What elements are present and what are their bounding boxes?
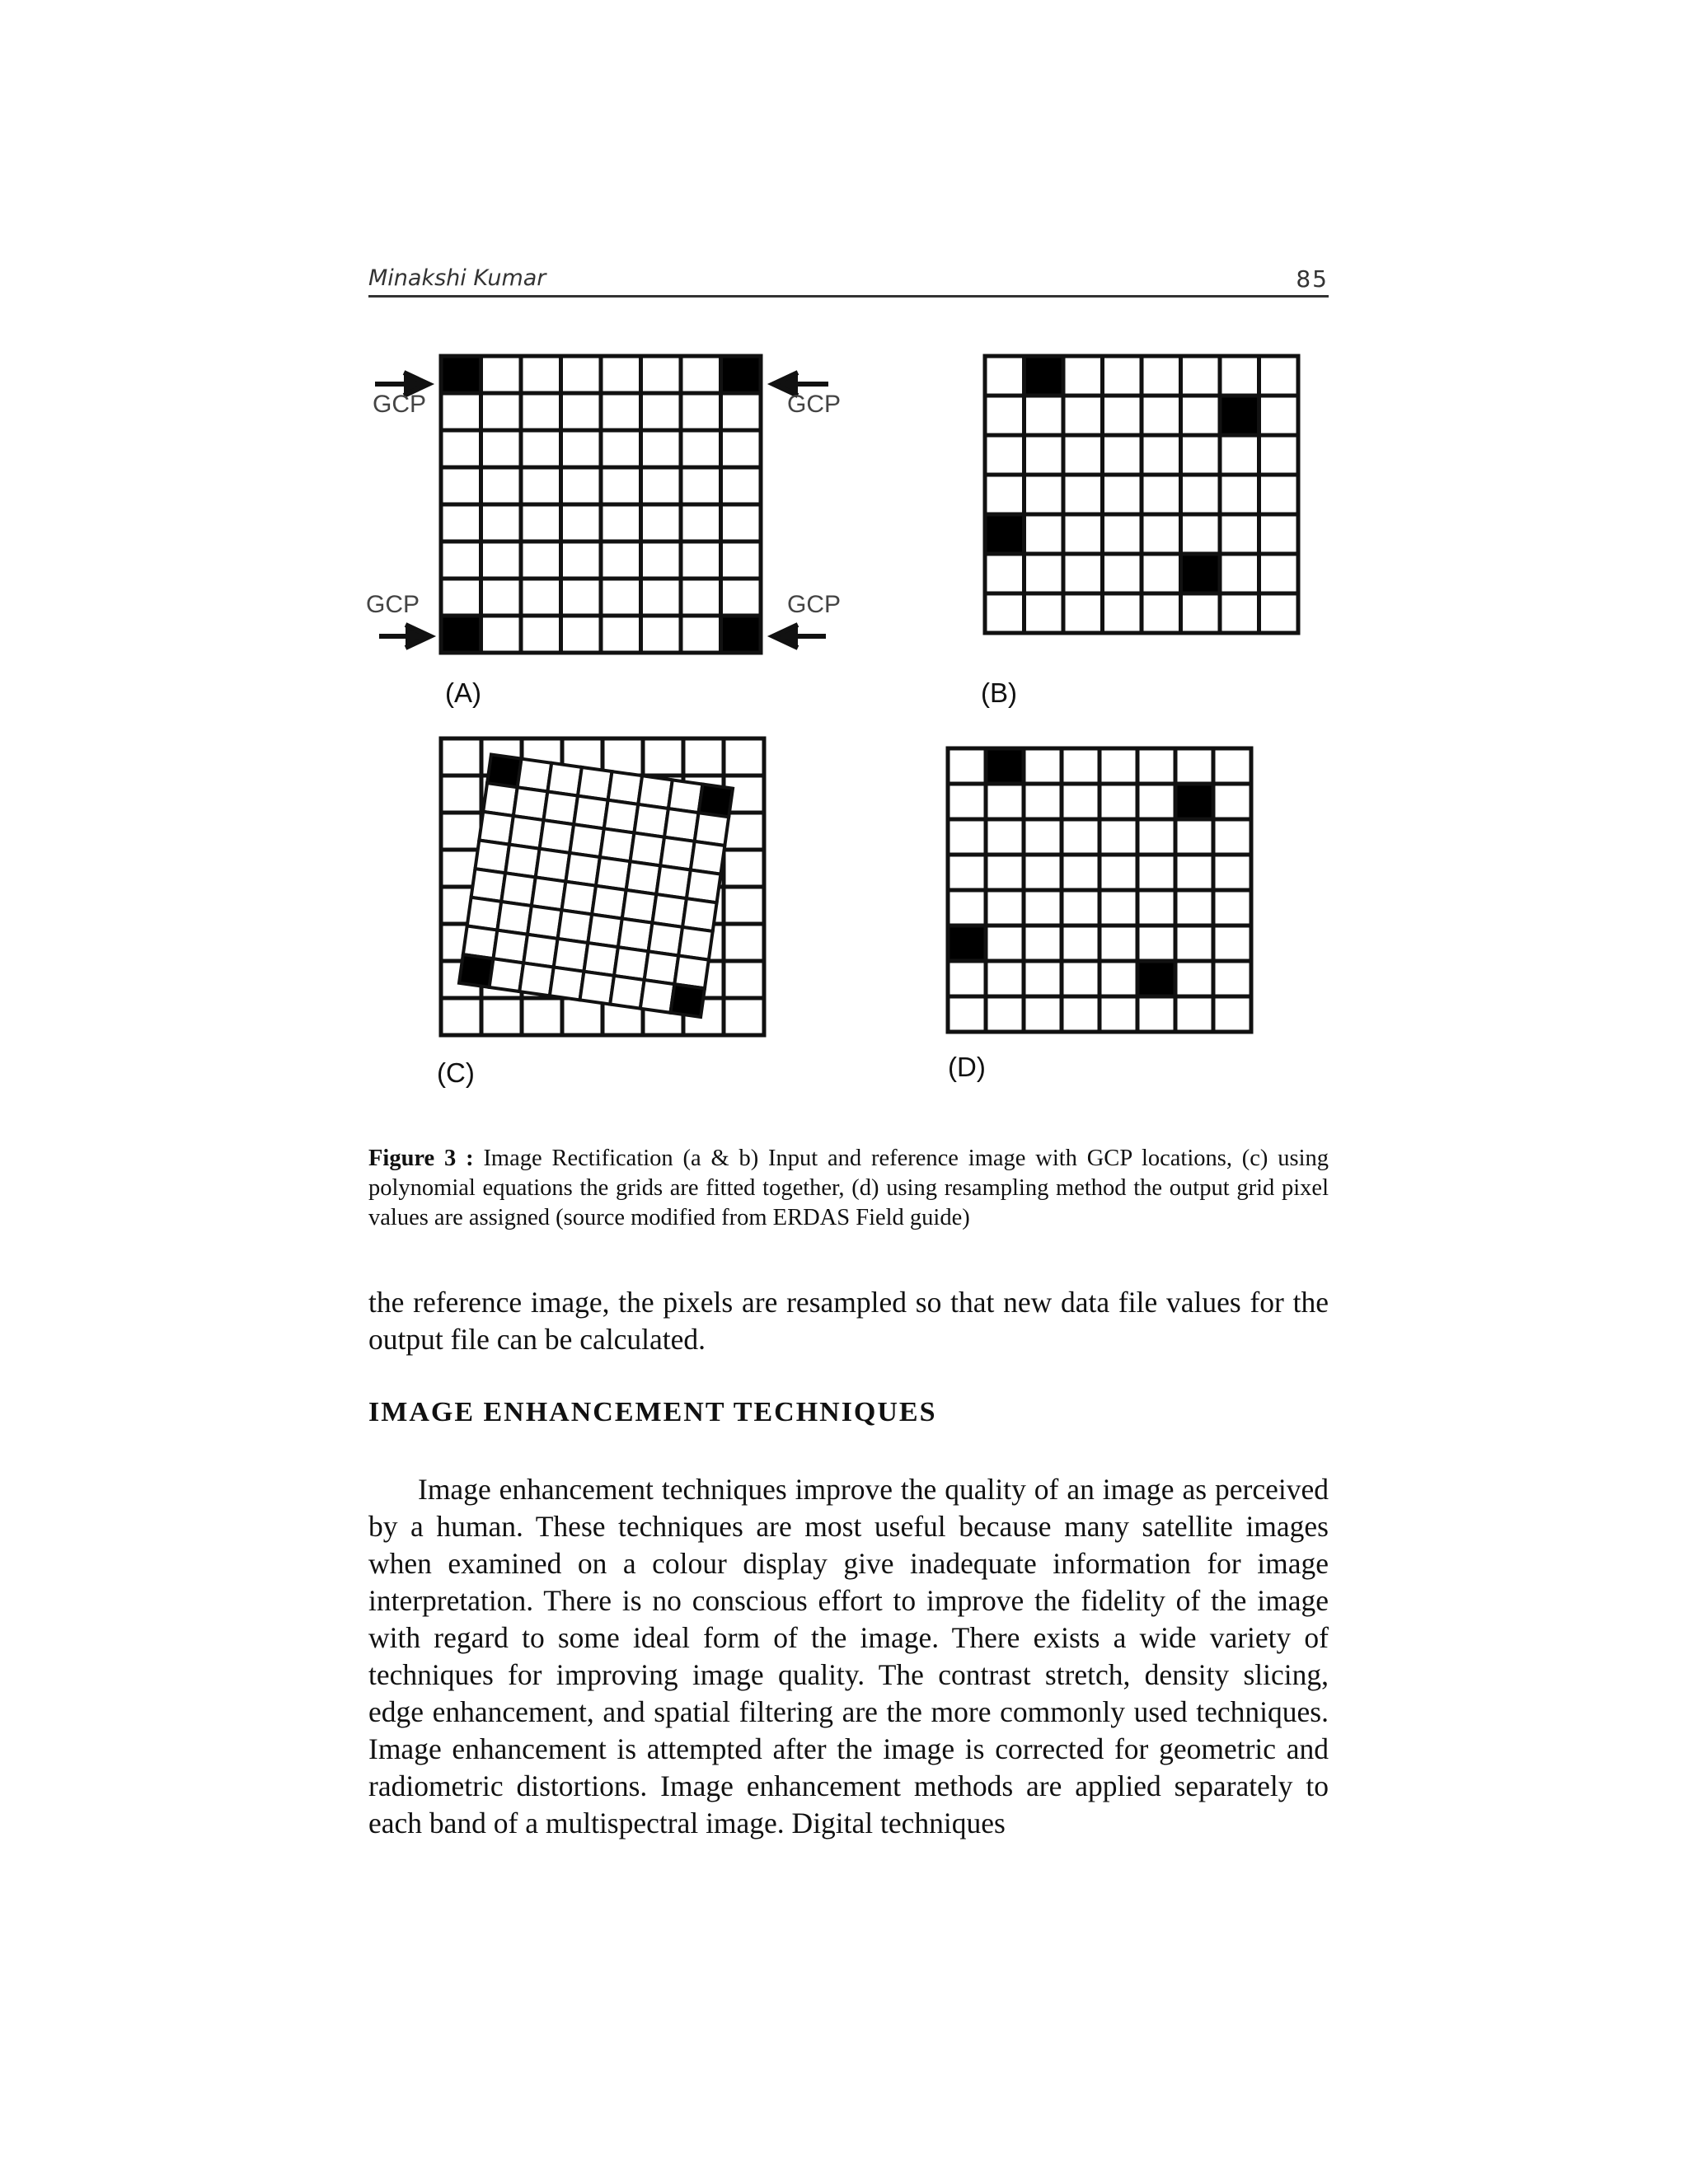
grid-cell <box>1259 593 1299 633</box>
grid-cell <box>1024 855 1062 890</box>
grid-cell <box>641 616 682 653</box>
grid-cell <box>481 998 522 1035</box>
grid-cell <box>721 393 762 430</box>
grid-cell <box>640 980 675 1013</box>
grid-cell <box>481 579 522 616</box>
grid-cell <box>1213 784 1251 819</box>
grid-cell <box>1062 819 1100 855</box>
grid-cell <box>1213 996 1251 1032</box>
grid-cell <box>550 968 584 1001</box>
grid-cell <box>1259 356 1299 396</box>
grid-cell <box>601 616 641 653</box>
grid-cell <box>985 554 1025 593</box>
grid-cell <box>561 356 602 393</box>
grid-cell <box>724 998 764 1035</box>
grid-cell <box>441 467 481 504</box>
grid-cell <box>721 430 762 467</box>
grid-cell <box>1213 748 1251 784</box>
grid-cell <box>1181 435 1221 475</box>
grid-cell <box>948 890 986 926</box>
gcp-label-top-left: GCP <box>373 391 427 418</box>
grid-cell <box>1259 475 1299 514</box>
grid-cell <box>1103 593 1142 633</box>
figure-caption <box>368 1144 1329 1233</box>
grid-cell <box>521 504 561 541</box>
grid-cell <box>1024 996 1062 1032</box>
grid-cell <box>1259 435 1299 475</box>
grid-cell <box>561 616 602 653</box>
grid-cell <box>1137 748 1175 784</box>
grid-cell <box>521 541 561 579</box>
grid-cell <box>724 924 764 961</box>
grid-cell <box>948 961 986 996</box>
grid-cell <box>948 748 986 784</box>
grid-cell <box>1063 356 1103 396</box>
grid-cell <box>1142 554 1181 593</box>
grid-cell <box>948 784 986 819</box>
grid-cell <box>1025 514 1064 554</box>
panel-label-c: (C) <box>437 1057 475 1088</box>
grid-a-input-image <box>441 356 761 653</box>
grid-cell <box>641 504 682 541</box>
grid-cell <box>1103 356 1142 396</box>
arrow-right-icon <box>379 625 430 648</box>
grid-cell <box>1024 819 1062 855</box>
grid-cell <box>1063 435 1103 475</box>
grid-cell <box>1063 593 1103 633</box>
grid-cell <box>1103 514 1142 554</box>
grid-cell <box>1175 996 1213 1032</box>
panel-label-a: (A) <box>445 677 481 708</box>
grid-cell <box>601 430 641 467</box>
grid-cell <box>721 467 762 504</box>
caption-text: Image Rectification (a & b) Input and reference image with GCP locations, (c) using polynomial equations the grids are fitted together, (d) using resampling method the output grid pixel values are assigned (source modified from ERDAS Field guide) <box>368 1146 1329 1230</box>
grid-cell <box>724 887 764 924</box>
grid-cell <box>1259 514 1299 554</box>
grid-cell <box>985 475 1025 514</box>
grid-cell-filled <box>670 984 705 1017</box>
grid-cell <box>1100 748 1137 784</box>
grid-cell <box>986 855 1024 890</box>
grid-cell <box>1062 996 1100 1032</box>
grid-cell <box>681 616 721 653</box>
grid-cell <box>481 393 522 430</box>
grid-cell <box>1137 819 1175 855</box>
grid-cell <box>641 430 682 467</box>
grid-cell <box>610 976 645 1009</box>
grid-cell <box>561 579 602 616</box>
grid-cell <box>681 430 721 467</box>
grid-cell-filled <box>986 748 1024 784</box>
grid-cell <box>481 616 522 653</box>
grid-cell <box>1063 396 1103 435</box>
grid-cell <box>1025 554 1064 593</box>
grid-cell <box>519 963 554 996</box>
grid-cell <box>1103 435 1142 475</box>
grid-cell <box>441 738 481 776</box>
grid-cell <box>683 738 724 776</box>
arrow-left-icon <box>773 625 826 648</box>
grid-cell <box>641 541 682 579</box>
grid-cell <box>1175 819 1213 855</box>
grid-cell <box>986 819 1024 855</box>
grid-cell <box>1142 593 1181 633</box>
grid-cell <box>1062 961 1100 996</box>
grid-cell <box>481 356 522 393</box>
grid-cell <box>1142 514 1181 554</box>
continuation-paragraph: the reference image, the pixels are resampled so that new data file values for the output file can be calculated. <box>368 1286 1329 1356</box>
grid-cell <box>1220 475 1259 514</box>
grid-cell <box>1181 514 1221 554</box>
grid-b-reference-image <box>985 356 1298 633</box>
grid-cell <box>601 579 641 616</box>
grid-cell <box>724 961 764 998</box>
grid-cell <box>1181 396 1221 435</box>
grid-cell <box>986 890 1024 926</box>
grid-cell <box>1213 961 1251 996</box>
grid-cell <box>521 579 561 616</box>
grid-cell <box>481 430 522 467</box>
rotated-grid-overlay <box>459 754 733 1016</box>
grid-cell <box>985 435 1025 475</box>
grid-cell-filled <box>985 514 1025 554</box>
grid-cell <box>1220 435 1259 475</box>
grid-cell <box>441 813 481 850</box>
grid-cell <box>1062 926 1100 961</box>
grid-cell <box>985 356 1025 396</box>
grid-cell <box>986 926 1024 961</box>
grid-cell <box>721 541 762 579</box>
gcp-label-bottom-right: GCP <box>787 591 842 618</box>
grid-cell <box>1024 784 1062 819</box>
grid-cell <box>1142 396 1181 435</box>
grid-cell <box>1024 961 1062 996</box>
grid-cell <box>490 958 524 991</box>
grid-cell <box>986 784 1024 819</box>
grid-cell <box>1220 554 1259 593</box>
grid-cell <box>1103 475 1142 514</box>
grid-cell <box>1213 855 1251 890</box>
grid-cell <box>1213 819 1251 855</box>
grid-cell <box>1025 396 1064 435</box>
grid-cell <box>1024 748 1062 784</box>
gcp-label-top-right: GCP <box>787 391 842 418</box>
grid-cell <box>1103 554 1142 593</box>
grid-cell-filled <box>441 356 481 393</box>
grid-cell <box>681 504 721 541</box>
grid-cell <box>1063 554 1103 593</box>
grid-cell <box>681 541 721 579</box>
grid-cell-filled <box>459 954 494 987</box>
grid-cell <box>1103 396 1142 435</box>
grid-cell <box>681 467 721 504</box>
grid-cell <box>641 467 682 504</box>
grid-cell <box>601 393 641 430</box>
grid-cell <box>985 593 1025 633</box>
grid-cell <box>561 430 602 467</box>
grid-cell <box>641 356 682 393</box>
grid-cell <box>1062 784 1100 819</box>
grid-cell <box>1062 890 1100 926</box>
grid-cell-filled <box>1137 961 1175 996</box>
grid-cell <box>1100 890 1137 926</box>
grid-cell <box>1137 996 1175 1032</box>
grid-cell-filled <box>1220 396 1259 435</box>
grid-cell <box>1175 890 1213 926</box>
grid-cell <box>561 467 602 504</box>
grid-cell <box>1063 475 1103 514</box>
grid-cell <box>1259 396 1299 435</box>
grid-cell <box>948 996 986 1032</box>
grid-cell <box>721 579 762 616</box>
grid-cell <box>986 961 1024 996</box>
grid-cell <box>1025 593 1064 633</box>
grid-cell <box>561 504 602 541</box>
grid-cell <box>1213 926 1251 961</box>
grid-cell <box>481 541 522 579</box>
grid-cell <box>1175 926 1213 961</box>
grid-cell <box>681 393 721 430</box>
grid-cell <box>1181 593 1221 633</box>
grid-cell <box>561 541 602 579</box>
grid-cell <box>441 393 481 430</box>
grid-cell <box>441 579 481 616</box>
grid-cell-filled <box>1025 356 1064 396</box>
grid-cell <box>986 996 1024 1032</box>
grid-cell <box>1062 748 1100 784</box>
grid-cell-filled <box>948 926 986 961</box>
grid-cell <box>724 738 764 776</box>
grid-cell <box>1181 475 1221 514</box>
grid-cell <box>481 467 522 504</box>
grid-cell <box>1220 356 1259 396</box>
panel-label-b: (B) <box>981 677 1017 708</box>
grid-cell <box>601 504 641 541</box>
author-name: Minakshi Kumar <box>368 265 546 291</box>
grid-cell <box>1025 435 1064 475</box>
grid-cell <box>1142 356 1181 396</box>
body-paragraph: Image enhancement techniques improve the quality of an image as perceived by a human. These techniques are most useful because many satellite images when examined on a colour display give inadequate information for image interpretation. There is no conscious effort to improve the fidelity of the image with regard to some ideal form of the image. There exists a wide variety of techniques for improving image quality. The contrast stretch, density slicing, edge enhancement, and spatial filtering are the more commonly used techniques. Image enhancement is attempted after the image is corrected for geometric and radiometric distortions. Image enhancement methods are applied separately to each band of a multispectral image. Digital techniques <box>368 1473 1329 1840</box>
grid-cell <box>1175 855 1213 890</box>
grid-cell <box>1137 855 1175 890</box>
grid-cell <box>641 393 682 430</box>
grid-cell <box>1024 890 1062 926</box>
grid-cell <box>521 616 561 653</box>
grid-cell <box>1175 748 1213 784</box>
grid-cell <box>481 504 522 541</box>
grid-cell-filled <box>441 616 481 653</box>
grid-cell <box>724 850 764 887</box>
grid-cell <box>441 504 481 541</box>
grid-cell <box>580 972 615 1005</box>
grid-cell <box>1100 855 1137 890</box>
grid-cell <box>1100 996 1137 1032</box>
grid-cell <box>948 855 986 890</box>
grid-cell <box>1259 554 1299 593</box>
grid-cell <box>1100 819 1137 855</box>
grid-cell-filled <box>721 356 762 393</box>
grid-cell <box>601 467 641 504</box>
grid-cell <box>1137 890 1175 926</box>
gcp-label-bottom-left: GCP <box>366 591 420 618</box>
grid-cell <box>1062 855 1100 890</box>
grid-cell <box>441 998 481 1035</box>
grid-cell <box>1137 926 1175 961</box>
grid-cell <box>601 541 641 579</box>
page-number: 85 <box>1296 265 1329 293</box>
grid-d-output-grid <box>948 748 1251 1032</box>
grid-cell-filled <box>721 616 762 653</box>
section-heading: IMAGE ENHANCEMENT TECHNIQUES <box>368 1397 937 1427</box>
grid-cell <box>641 579 682 616</box>
grid-cell <box>1142 475 1181 514</box>
grid-cell <box>985 396 1025 435</box>
grid-cell <box>441 541 481 579</box>
grid-cell <box>1024 926 1062 961</box>
grid-cell <box>681 356 721 393</box>
grid-cell <box>561 393 602 430</box>
grid-cell <box>1142 435 1181 475</box>
grid-cell <box>441 430 481 467</box>
grid-cell <box>643 738 683 776</box>
grid-cell <box>1175 961 1213 996</box>
grid-cell <box>1025 475 1064 514</box>
caption-lead: Figure 3 : <box>368 1146 474 1171</box>
grid-cell <box>1063 514 1103 554</box>
grid-cell <box>601 356 641 393</box>
grid-cell <box>948 819 986 855</box>
grid-cell <box>681 579 721 616</box>
grid-cell <box>1100 926 1137 961</box>
panel-label-d: (D) <box>948 1052 986 1082</box>
grid-cell <box>1100 784 1137 819</box>
grid-cell <box>1220 514 1259 554</box>
grid-cell-filled <box>1175 784 1213 819</box>
grid-cell <box>441 776 481 813</box>
grid-cell <box>521 356 561 393</box>
grid-cell <box>521 393 561 430</box>
grid-cell <box>1213 890 1251 926</box>
grid-cell <box>1181 356 1221 396</box>
grid-cell <box>521 430 561 467</box>
grid-cell <box>521 467 561 504</box>
grid-c-fitted-grids <box>441 738 764 1035</box>
grid-cell <box>1137 784 1175 819</box>
grid-cell <box>1100 961 1137 996</box>
grid-cell-filled <box>1181 554 1221 593</box>
grid-cell <box>1220 593 1259 633</box>
grid-cell <box>721 504 762 541</box>
grid-cell <box>522 998 562 1035</box>
